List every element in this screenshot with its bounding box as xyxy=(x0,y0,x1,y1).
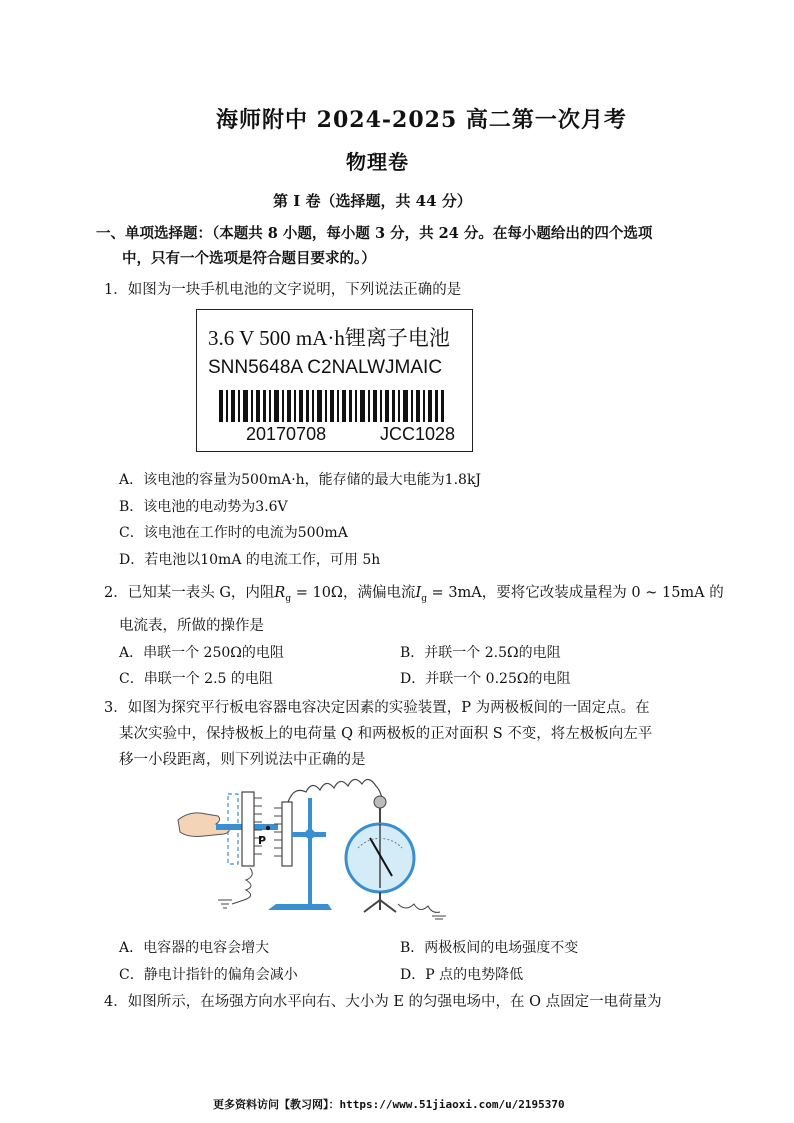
point-p-marker xyxy=(266,826,270,830)
stand-pole xyxy=(308,798,312,910)
q3-stem-line2: 某次实验中，保持极板上的电荷量 Q 和两极板的正对面积 S 不变，将左极板向左平 xyxy=(119,726,653,742)
part-heading: 第 I 卷（选择题，共 44 分） xyxy=(273,192,472,210)
battery-spec-line: 3.6 V 500 mA·h锂离子电池 xyxy=(208,326,450,350)
q1-option-d: D．若电池以10mA 的电流工作，可用 5h xyxy=(119,552,381,568)
q2-option-c: C．串联一个 2.5 的电阻 xyxy=(119,671,273,687)
battery-batch-code: JCC1028 xyxy=(380,424,456,444)
section-instruction-line2: 中，只有一个选项是符合题目要求的。） xyxy=(122,250,376,267)
capacitor-experiment-figure xyxy=(170,772,450,922)
q2-ig-subscript: g xyxy=(421,593,427,604)
ground-wire-left xyxy=(232,868,252,904)
q1-option-a: A．该电池的容量为500mA·h，能存储的最大电能为1.8kJ xyxy=(119,472,482,488)
q2-stem-text: 2．已知某一表头 G，内阻 xyxy=(104,585,275,601)
exam-title: 海师附中 2024-2025 高二第一次月考 xyxy=(216,107,627,133)
q2-rg-symbol: R xyxy=(274,585,286,601)
point-p-label: P xyxy=(258,834,267,847)
q3-option-b: B．两极板间的电场强度不变 xyxy=(400,940,579,956)
q3-option-a: A．电容器的电容会增大 xyxy=(119,940,270,956)
battery-date-code: 20170708 xyxy=(246,424,327,444)
section-instruction-line1: 一、单项选择题：（本题共 8 小题，每小题 3 分，共 24 分。在每小题给出的四个选项 xyxy=(96,225,653,242)
exam-subject: 物理卷 xyxy=(346,150,409,174)
battery-label-figure xyxy=(196,309,473,452)
barcode-icon xyxy=(219,390,444,422)
q1-option-c: C．该电池在工作时的电流为500mA xyxy=(119,525,348,541)
q2-rg-subscript: g xyxy=(285,593,292,604)
q2-ig-value: = 3mA，要将它改装成量程为 0 ~ 15mA 的 xyxy=(426,585,724,601)
q2-option-a: A．串联一个 250Ω的电阻 xyxy=(119,645,284,661)
q2-rg-value: = 10Ω，满偏电流 xyxy=(291,585,416,601)
stand-base xyxy=(268,904,332,910)
q2-option-d: D．并联一个 0.25Ω的电阻 xyxy=(400,671,571,687)
q3-option-d: D．P 点的电势降低 xyxy=(400,967,524,983)
q3-option-c: C．静电计指针的偏角会减小 xyxy=(119,967,298,983)
q2-ig-symbol: I xyxy=(415,585,422,601)
right-plate xyxy=(282,802,292,866)
q2-option-b: B．并联一个 2.5Ω的电阻 xyxy=(400,645,561,661)
q4-stem-line1: 4．如图所示，在场强方向水平向右、大小为 E 的匀强电场中，在 O 点固定一电荷量为 xyxy=(104,994,662,1010)
connecting-wire xyxy=(288,779,382,802)
q3-stem-line3: 移一小段距离，则下列说法中正确的是 xyxy=(119,752,366,768)
electrometer-knob xyxy=(374,796,386,808)
q2-stem-line2: 电流表，所做的操作是 xyxy=(119,618,264,634)
ground-wire-right xyxy=(398,904,440,912)
q1-option-b: B．该电池的电动势为3.6V xyxy=(119,499,288,515)
footer-link[interactable]: 更多资料访问【教习网】：https://www.51jiaoxi.com/u/2195370 xyxy=(213,1098,565,1111)
q3-stem-line1: 3．如图为探究平行板电容器电容决定因素的实验装置，P 为两极板间的一固定点。在 xyxy=(104,700,650,716)
q2-stem-line1 xyxy=(104,581,724,604)
left-plate xyxy=(242,792,254,866)
battery-model-line: SNN5648A C2NALWJMAIC xyxy=(208,357,443,378)
q1-stem: 1．如图为一块手机电池的文字说明，下列说法正确的是 xyxy=(104,282,462,298)
